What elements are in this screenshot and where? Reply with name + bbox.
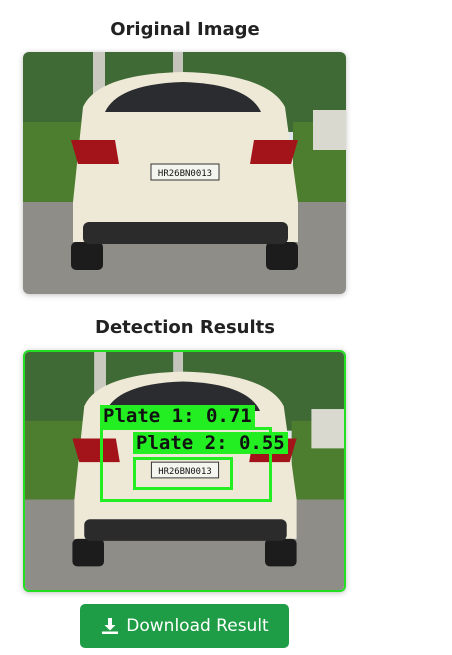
detection-image	[23, 350, 346, 592]
download-result-label: Download Result	[126, 616, 269, 636]
plate-2-bounding-box	[133, 457, 233, 490]
plate-1-label: Plate 1: 0.71	[100, 405, 255, 427]
download-icon	[100, 616, 120, 636]
original-image	[23, 52, 346, 294]
original-plate-text: HR26BN0013	[157, 169, 213, 179]
detection-results-title: Detection Results	[95, 317, 275, 338]
plate-2-label: Plate 2: 0.55	[133, 432, 288, 454]
original-image-title: Original Image	[110, 19, 260, 40]
detected-plate-text: HR26BN0013	[158, 466, 212, 477]
download-result-button[interactable]	[80, 604, 289, 648]
